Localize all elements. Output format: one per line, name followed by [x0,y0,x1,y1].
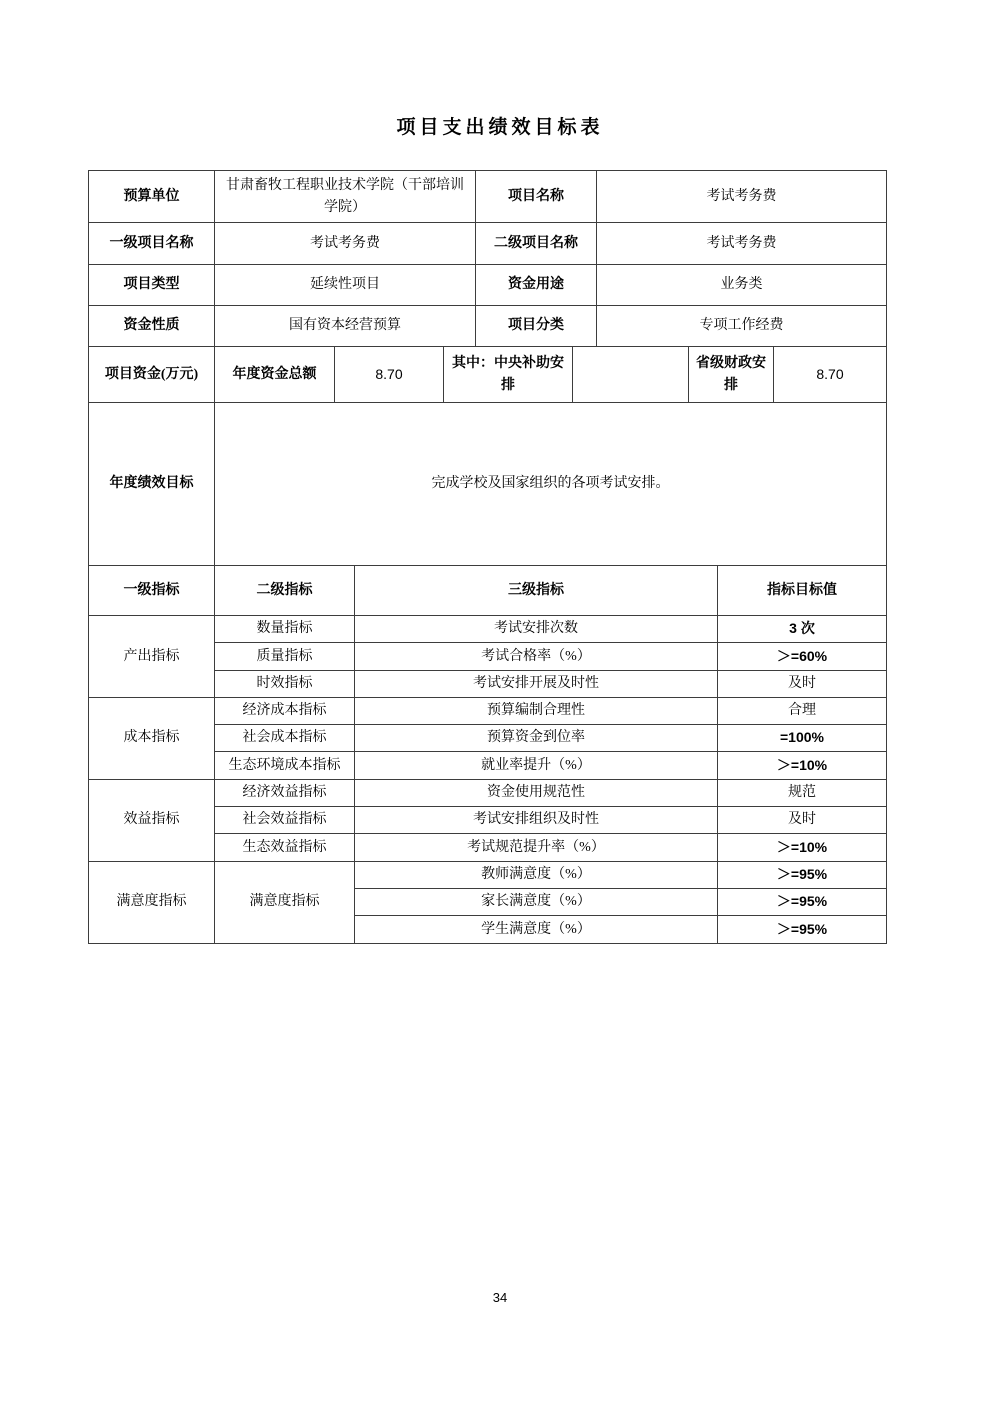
budget-unit-value: 甘肃畜牧工程职业技术学院（干部培训学院） [215,171,476,223]
target-value-cell: =100% [718,725,887,752]
level3-indicator-cell: 教师满意度（%） [355,861,718,888]
annual-total-value: 8.70 [335,347,444,403]
fund-nature-value: 国有资本经营预算 [215,306,476,347]
indicator-row [89,779,887,806]
target-value-cell: 规范 [718,779,887,806]
project-name-value: 考试考务费 [597,171,887,223]
level3-indicator-cell: 考试安排开展及时性 [355,670,718,697]
fund-use-label: 资金用途 [476,265,597,306]
level2-indicator-cell: 社会效益指标 [215,807,355,834]
indicator-header-row [89,566,887,616]
project-funds-label: 项目资金(万元) [89,347,215,403]
central-subsidy-label: 其中：中央补助安排 [444,347,573,403]
level2-indicator-cell: 满意度指标 [215,861,355,943]
level1-indicator-cell: 满意度指标 [89,861,215,943]
provincial-finance-label: 省级财政安排 [689,347,774,403]
level1-indicator-cell: 产出指标 [89,616,215,698]
target-value-cell: ＞=95% [718,888,887,915]
target-value-cell: 及时 [718,807,887,834]
indicator-row [89,697,887,724]
level3-indicator-cell: 预算编制合理性 [355,697,718,724]
level1-indicator-cell: 效益指标 [89,779,215,861]
provincial-finance-value: 8.70 [774,347,887,403]
annual-total-label: 年度资金总额 [215,347,335,403]
page-title: 项目支出绩效目标表 [396,117,604,138]
page-number: 34 [492,1290,508,1305]
performance-target-table [88,170,887,944]
level1-project-value: 考试考务费 [215,223,476,265]
level2-indicator-cell: 经济成本指标 [215,697,355,724]
header-level2-indicator: 二级指标 [215,566,355,616]
level1-project-label: 一级项目名称 [89,223,215,265]
project-type-label: 项目类型 [89,265,215,306]
project-class-label: 项目分类 [476,306,597,347]
header-target-value: 指标目标值 [718,566,887,616]
target-value-cell: ＞=95% [718,861,887,888]
level2-project-value: 考试考务费 [597,223,887,265]
level3-indicator-cell: 资金使用规范性 [355,779,718,806]
level2-project-label: 二级项目名称 [476,223,597,265]
project-name-label: 项目名称 [476,171,597,223]
target-value-cell: 及时 [718,670,887,697]
level3-indicator-cell: 考试合格率（%） [355,643,718,670]
level3-indicator-cell: 预算资金到位率 [355,725,718,752]
target-value-cell: 合理 [718,697,887,724]
table-row [89,171,887,223]
level2-indicator-cell: 社会成本指标 [215,725,355,752]
target-value-cell: ＞=10% [718,834,887,861]
level2-indicator-cell: 数量指标 [215,616,355,643]
central-subsidy-value [573,347,689,403]
target-value-cell: ＞=10% [718,752,887,779]
fund-use-value: 业务类 [597,265,887,306]
annual-goal-label: 年度绩效目标 [89,403,215,566]
level3-indicator-cell: 学生满意度（%） [355,916,718,943]
level3-indicator-cell: 家长满意度（%） [355,888,718,915]
level3-indicator-cell: 考试安排次数 [355,616,718,643]
level3-indicator-cell: 考试规范提升率（%） [355,834,718,861]
table-row [89,403,887,566]
project-class-value: 专项工作经费 [597,306,887,347]
target-value-cell: ＞=95% [718,916,887,943]
target-value-cell: ＞=60% [718,643,887,670]
level3-indicator-cell: 就业率提升（%） [355,752,718,779]
table-row [89,347,887,403]
table-row [89,265,887,306]
table-row [89,306,887,347]
table-row [89,223,887,265]
header-level3-indicator: 三级指标 [355,566,718,616]
header-level1-indicator: 一级指标 [89,566,215,616]
project-type-value: 延续性项目 [215,265,476,306]
budget-unit-label: 预算单位 [89,171,215,223]
level1-indicator-cell: 成本指标 [89,697,215,779]
indicator-row [89,861,887,888]
indicator-row [89,616,887,643]
fund-nature-label: 资金性质 [89,306,215,347]
level2-indicator-cell: 质量指标 [215,643,355,670]
level2-indicator-cell: 时效指标 [215,670,355,697]
level3-indicator-cell: 考试安排组织及时性 [355,807,718,834]
target-value-cell: 3 次 [718,616,887,643]
level2-indicator-cell: 生态环境成本指标 [215,752,355,779]
level2-indicator-cell: 生态效益指标 [215,834,355,861]
level2-indicator-cell: 经济效益指标 [215,779,355,806]
annual-goal-value: 完成学校及国家组织的各项考试安排。 [215,403,887,566]
